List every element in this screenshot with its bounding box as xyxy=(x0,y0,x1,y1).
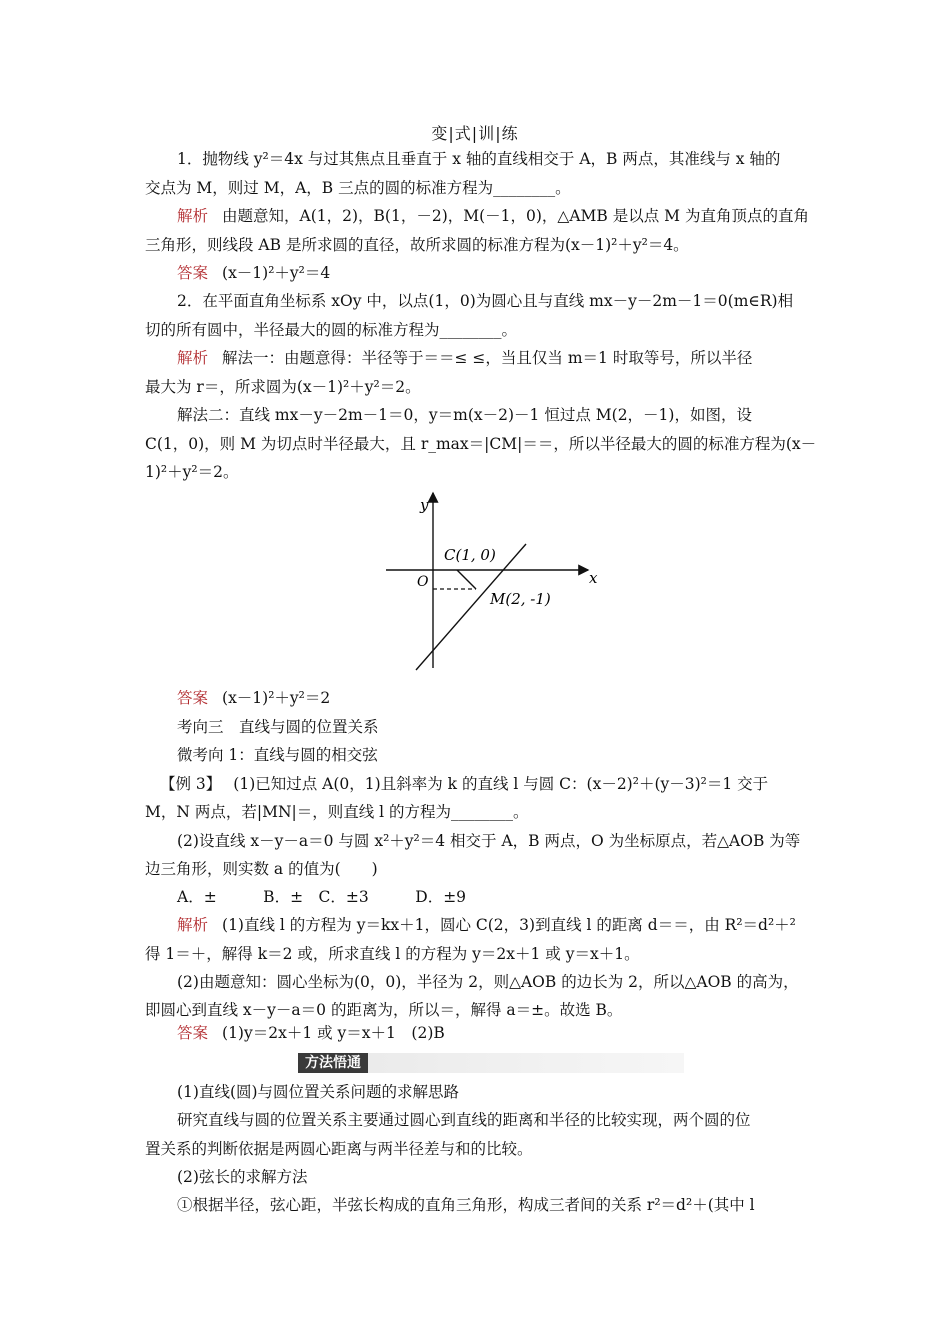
answer-label: 答案 xyxy=(177,689,209,707)
analysis-label: 解析 xyxy=(177,916,209,934)
example3-answer xyxy=(177,1022,810,1044)
method-banner xyxy=(298,1053,684,1073)
direction3-subheading: 微考向 1：直线与圆的相交弦 xyxy=(177,746,378,764)
x-axis-label: x xyxy=(589,569,598,587)
direction3-heading: 考向三 直线与圆的位置关系 xyxy=(177,718,379,736)
method-p1-title: (1)直线(圆)与圆位置关系问题的求解思路 xyxy=(177,1083,460,1101)
problem1-answer-text: (x－1)²＋y²＝4 xyxy=(222,264,331,282)
example3-analysis-line1: (1)直线 l 的方程为 y＝kx＋1，圆心 C(2，3)到直线 l 的距离 d＝＝，由 R²＝d²＋² xyxy=(222,916,796,934)
analysis-label: 解析 xyxy=(177,207,209,225)
problem1-line2: 交点为 M，则过 M，A，B 三点的圆的标准方程为________。 xyxy=(145,179,571,197)
point-m-label: M(2, -1) xyxy=(490,590,551,608)
answer-label: 答案 xyxy=(177,264,209,282)
example3-analysis xyxy=(177,914,810,936)
section-title: 变|式|训|练 xyxy=(431,124,519,143)
problem1-line1: 1．抛物线 y²＝4x 与过其焦点且垂直于 x 轴的直线相交于 A，B 两点，其准线与 x 轴的 xyxy=(177,150,781,168)
point-c-label: C(1, 0) xyxy=(444,546,496,564)
example3-answer-text: (1)y＝2x＋1 或 y＝x＋1 (2)B xyxy=(222,1024,445,1042)
problem2-answer-text: (x－1)²＋y²＝2 xyxy=(222,689,331,707)
method-p2-line1: ①根据半径，弦心距，半弦长构成的直角三角形，构成三者间的关系 r²＝d²＋(其中 l xyxy=(177,1196,755,1214)
problem1-analysis xyxy=(177,205,810,227)
problem2-method1 xyxy=(177,347,810,369)
analysis-label: 解析 xyxy=(177,349,209,367)
problem2-method2-line3: 1)²＋y²＝2。 xyxy=(145,463,239,481)
problem2-line2: 切的所有圆中，半径最大的圆的标准方程为________。 xyxy=(145,321,518,339)
method-p2-title: (2)弦长的求解方法 xyxy=(177,1168,308,1186)
example3-q1-line1 xyxy=(160,773,825,795)
example3-analysis-line2: 得 1＝＋，解得 k＝2 或，所求直线 l 的方程为 y＝2x＋1 或 y＝x＋1。 xyxy=(145,945,640,963)
example3-q1-text: (1)已知过点 A(0，1)且斜率为 k 的直线 l 与圆 C：(x－2)²＋(y－3)²＝1 交于 xyxy=(233,775,769,793)
problem2-method2-line2: C(1，0)，则 M 为切点时半径最大，且 r_max＝|CM|＝＝，所以半径最大的圆的标准方程为(x－ xyxy=(145,435,817,453)
method-p1-line2: 置关系的判断依据是两圆心距离与两半径差与和的比较。 xyxy=(145,1140,533,1158)
example3-q1-line2: M，N 两点，若|MN|＝，则直线 l 的方程为________。 xyxy=(145,803,529,821)
method-banner-label: 方法悟通 xyxy=(298,1053,368,1073)
problem1-analysis-line1: 由题意知，A(1，2)，B(1，－2)，M(－1，0)，△AMB 是以点 M 为直角顶点的直角 xyxy=(222,207,809,225)
method-p1-line1: 研究直线与圆的位置关系主要通过圆心到直线的距离和半径的比较实现，两个圆的位 xyxy=(177,1111,751,1129)
coordinate-figure xyxy=(380,488,605,678)
example3-analysis-line4: 即圆心到直线 x－y－a＝0 的距离为，所以＝，解得 a＝±。故选 B。 xyxy=(145,1001,623,1019)
example3-analysis-line3: (2)由题意知：圆心坐标为(0，0)，半径为 2，则△AOB 的边长为 2，所以△AOB 的高为， xyxy=(177,973,799,991)
answer-label: 答案 xyxy=(177,1024,209,1042)
problem2-method1-line2: 最大为 r＝，所求圆为(x－1)²＋y²＝2。 xyxy=(145,378,421,396)
y-axis-label: y xyxy=(420,496,429,514)
example3-q2-line2: 边三角形，则实数 a 的值为( ) xyxy=(145,860,378,878)
problem2-method1-line1: 解法一：由题意得：半径等于＝＝≤ ≤，当且仅当 m＝1 时取等号，所以半径 xyxy=(222,349,753,367)
problem1-analysis-line2: 三角形，则线段 AB 是所求圆的直径，故所求圆的标准方程为(x－1)²＋y²＝4。 xyxy=(145,236,689,254)
example3-options: A．± B．± C．±3 D．±9 xyxy=(177,888,467,906)
problem2-method2-line1: 解法二：直线 mx－y－2m－1＝0，y＝m(x－2)－1 恒过点 M(2，－1)，如图，设 xyxy=(177,406,752,424)
segment-cm xyxy=(457,570,476,589)
example3-q2-line1: (2)设直线 x－y－a＝0 与圆 x²＋y²＝4 相交于 A，B 两点，O 为坐标原点，若△AOB 为等 xyxy=(177,832,801,850)
problem2-line1: 2．在平面直角坐标系 xOy 中，以点(1，0)为圆心且与直线 mx－y－2m－1＝0(m∈R)相 xyxy=(177,292,794,310)
problem1-answer xyxy=(177,262,810,284)
origin-label: O xyxy=(417,574,429,590)
problem2-answer xyxy=(177,687,810,709)
example-label: 【例 3】 xyxy=(160,775,222,793)
